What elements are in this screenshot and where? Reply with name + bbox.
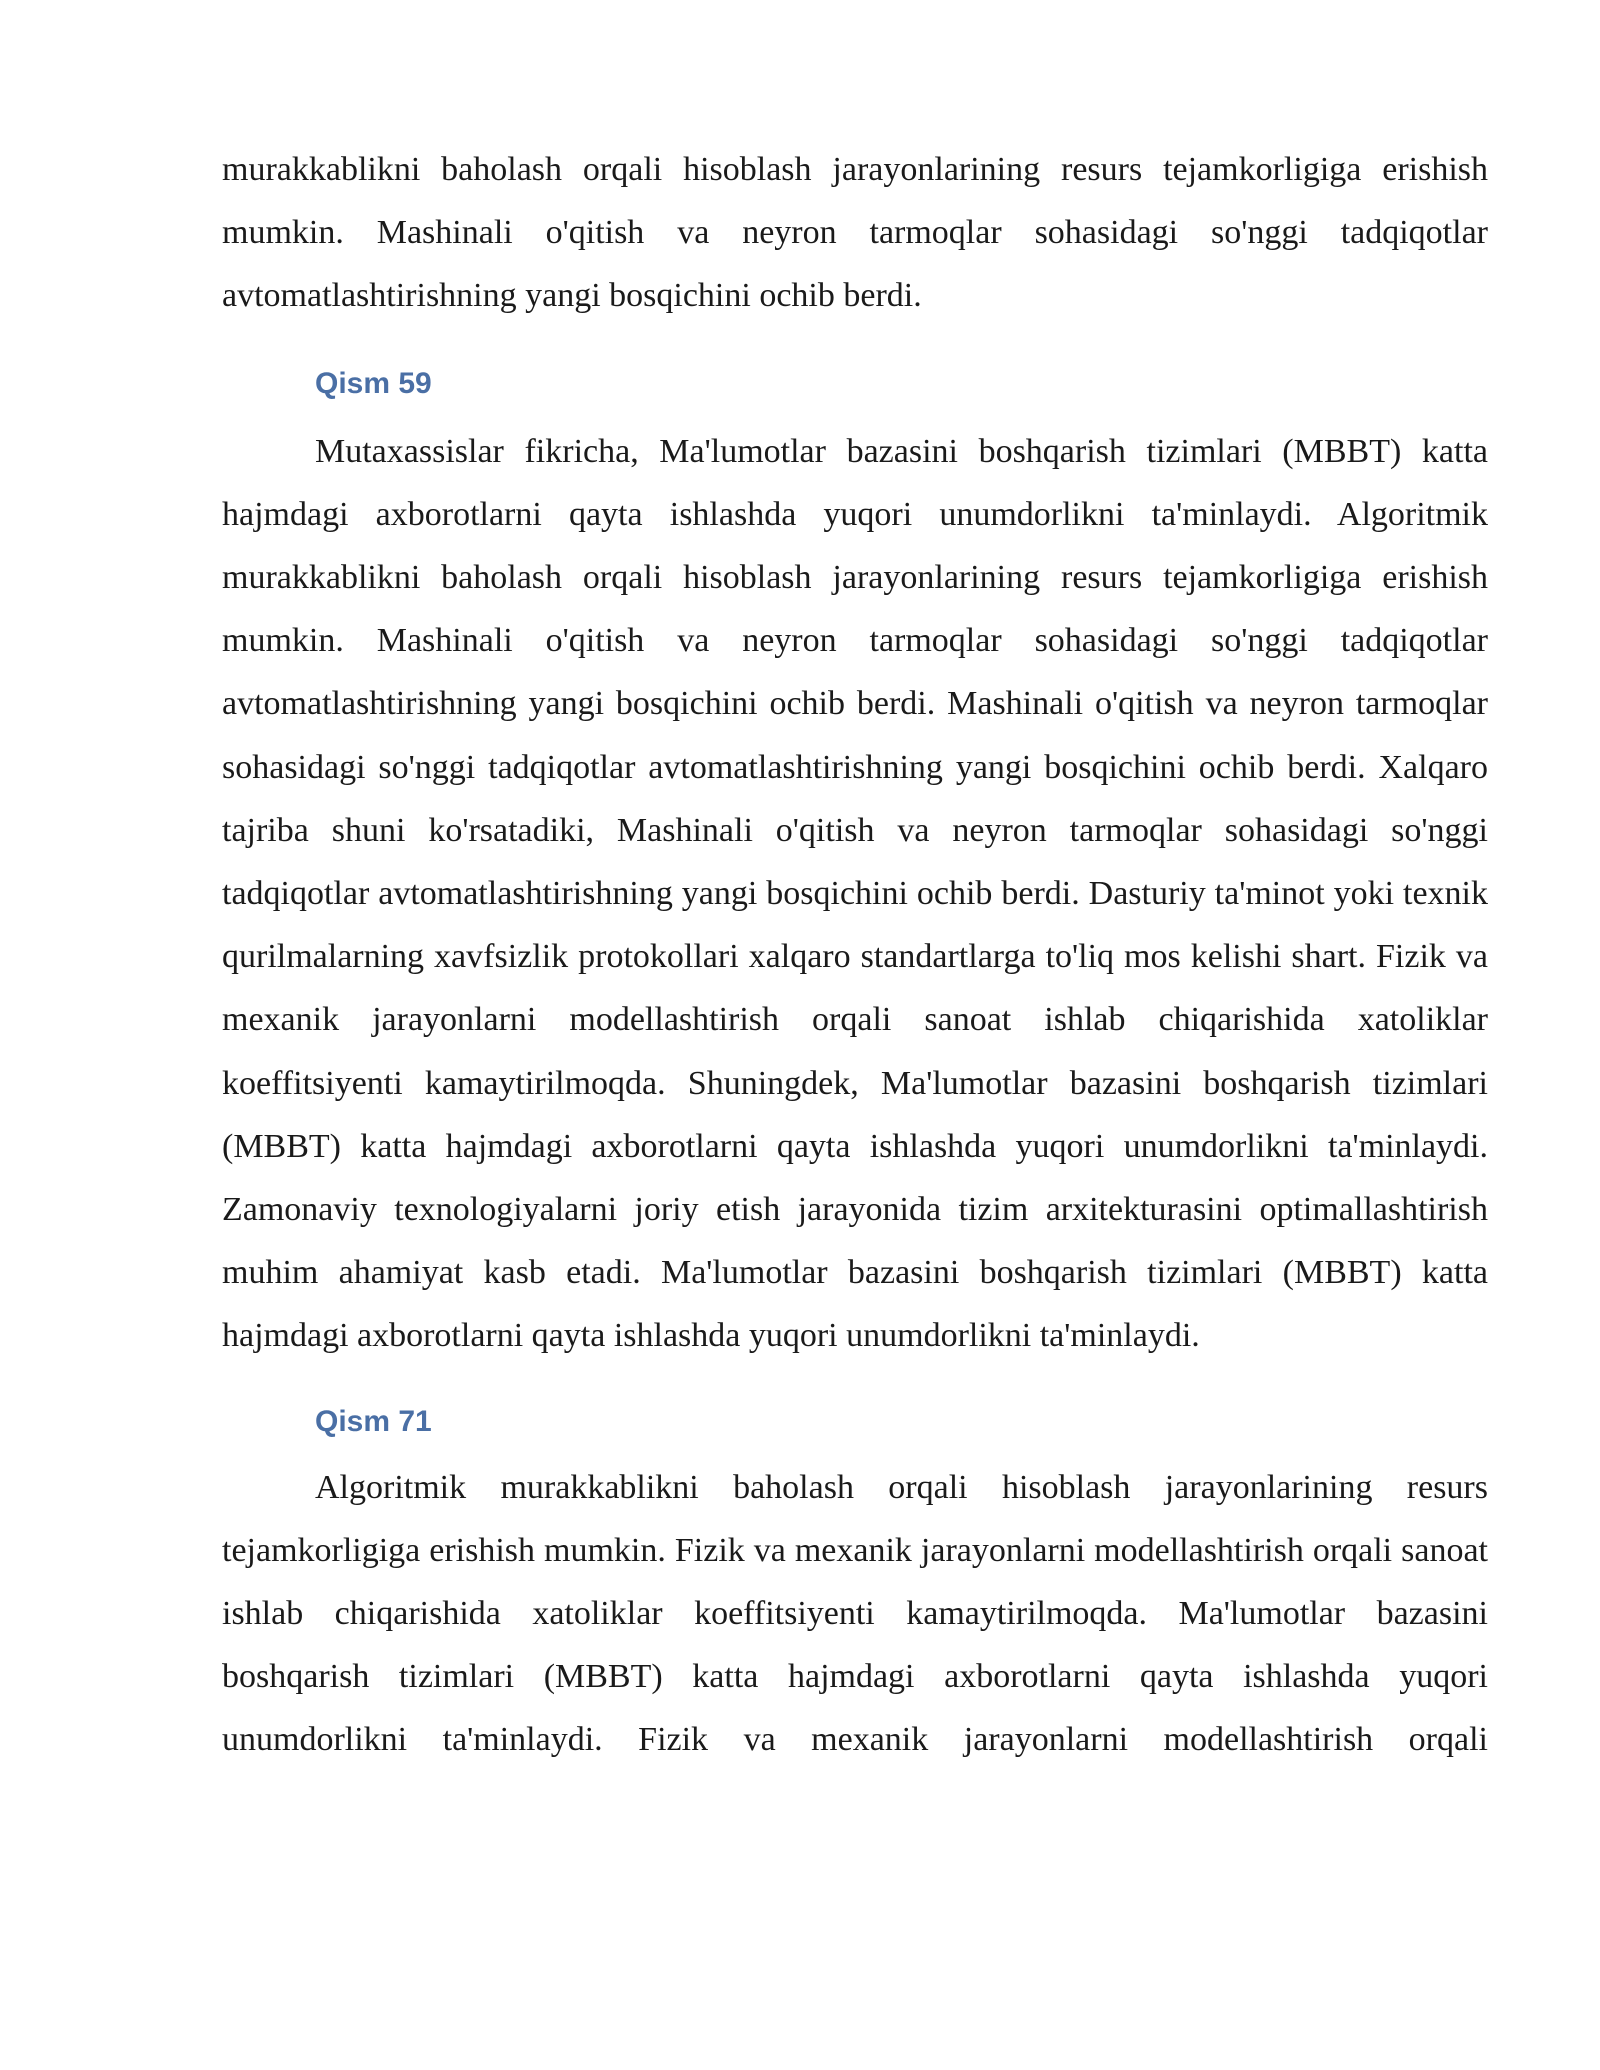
section-heading-qism-71: Qism 71: [315, 1404, 432, 1438]
paragraph-qism-59: Mutaxassislar fikricha, Ma'lumotlar bazasini boshqarish tizimlari (MBBT) katta hajmdagi axborotlarni qayta ishlashda yuqori unumdorlikni ta'minlaydi. Algoritmik murakkablikni baholash orqali hisoblash jarayonlarining resurs tejamkorligiga erishish mumkin. Mashinali o'qitish va neyron tarmoqlar sohasidagi so'nggi tadqiqotlar avtomatlashtirishning yangi bosqichini ochib berdi. Mashinali o'qitish va neyron tarmoqlar sohasidagi so'nggi tadqiqotlar avtomatlashtirishning yangi bosqichini ochib berdi. Xalqaro tajriba shuni ko'rsatadiki, Mashinali o'qitish va neyron tarmoqlar sohasidagi so'nggi tadqiqotlar avtomatlashtirishning yangi bosqichini ochib berdi. Dasturiy ta'minot yoki texnik qurilmalarning xavfsizlik protokollari xalqaro standartlarga to'liq mos kelishi shart. Fizik va mexanik jarayonlarni modellashtirish orqali sanoat ishlab chiqarishida xatoliklar koeffitsiyenti kamaytirilmoqda. Shuningdek, Ma'lumotlar bazasini boshqarish tizimlari (MBBT) katta hajmdagi axborotlarni qayta ishlashda yuqori unumdorlikni ta'minlaydi. Zamonaviy texnologiyalarni joriy etish jarayonida tizim arxitekturasini optimallashtirish muhim ahamiyat kasb etadi. Ma'lumotlar bazasini boshqarish tizimlari (MBBT) katta hajmdagi axborotlarni qayta ishlashda yuqori unumdorlikni ta'minlaydi.: [222, 432, 1488, 1355]
section-heading-qism-59: Qism 59: [315, 366, 432, 400]
paragraph-continued: murakkablikni baholash orqali hisoblash jarayonlarining resurs tejamkorligiga erishish mumkin. Mashinali o'qitish va neyron tarmoqlar sohasidagi so'nggi tadqiqotlar avtomatlashtirishning yangi bosqichini ochib berdi.: [222, 151, 1488, 315]
document-body: [222, 138, 1488, 1772]
paragraph-qism-71: Algoritmik murakkablikni baholash orqali hisoblash jarayonlarining resurs tejamkorligiga erishish mumkin. Fizik va mexanik jarayonlarni modellashtirish orqali sanoat ishlab chiqarishida xatoliklar koeffitsiyenti kamaytirilmoqda. Ma'lumotlar bazasini boshqarish tizimlari (MBBT) katta hajmdagi axborotlarni qayta ishlashda yuqori unumdorlikni ta'minlaydi. Fizik va mexanik jarayonlarni modellashtirish orqali: [222, 1468, 1488, 1759]
